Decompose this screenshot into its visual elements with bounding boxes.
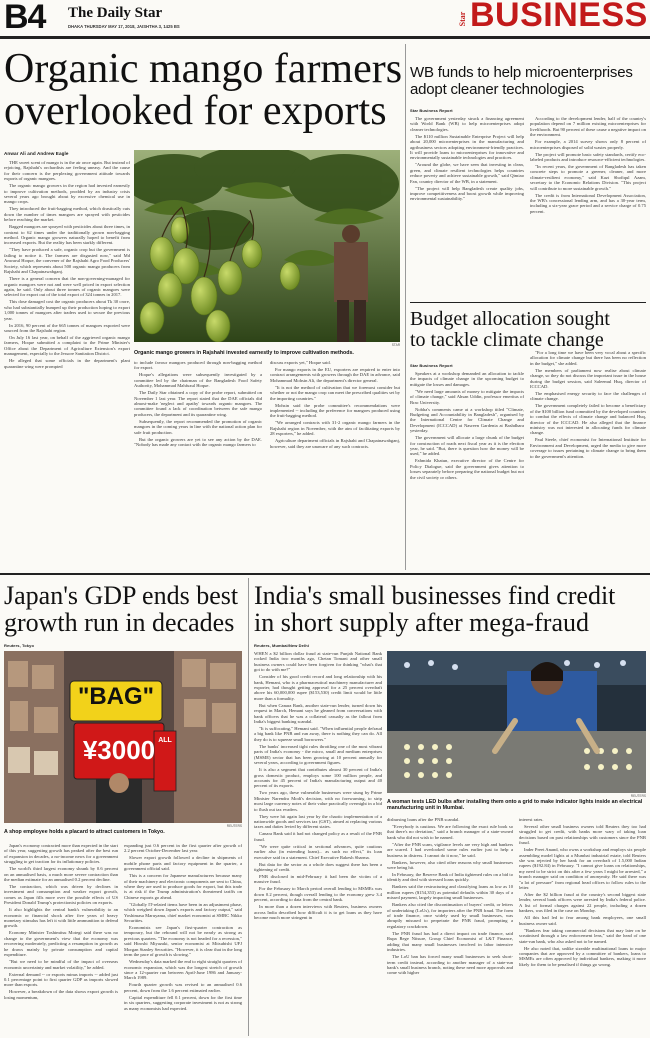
- budget-para: Paul Steele, chief economist for International Institute for Environment and Development, urged the media to give more coverage to issues pertaining to climate change to bring them to the government's attention.: [530, 437, 646, 459]
- india-column-3: [519, 817, 646, 1035]
- mango-headline: [4, 48, 404, 132]
- wb-budget-rule: [410, 302, 646, 303]
- mango-para: There is a general concern that the non-governing-managed for organic mangoes were not and were well priced in export selection again, he said. Only about three tonnes of organic mangoes were selected for export out of the total export of 324 tonnes in 2017.: [4, 276, 130, 298]
- india-para: But when Canara Bank, another state-run lender, turned down his request in March, Hemani says he gleaned from conversations with bank officers that he was a collateral casualty as the fallout from India's biggest banking scandal.: [254, 702, 382, 725]
- placard-price: ¥3000: [82, 735, 156, 765]
- led-factory-illustration: [387, 651, 646, 793]
- india-para: In more than a dozen interviews with Reuters, business owners across India described how difficult it is to get loans as they have become much more stringent in: [254, 904, 382, 920]
- japan-photo: [4, 651, 242, 823]
- india-para: "It is suffocating," Hemani said. "When influential people defraud a big bank like PNB and run away, there is nothing they can do. All they do is to squeeze small borrowers.": [254, 726, 382, 742]
- mango-para: Bagged mangoes are sprayed with pesticides about three times, in contrast to 62 times under the traditionally grown non-bagging method. Organic mango growers naturally hoped to benefit from increased exports. But the reality has been starkly different.: [4, 224, 130, 246]
- mango-headline-line-2: overlooked for exports: [4, 88, 387, 134]
- wb-column-1: [410, 116, 524, 296]
- india-para: It is also a segment that contributes almost 30 percent of India's gross domestic product, employs some 100 million people, and accounts for 45 percent of India's manufacturing output and 40 percent of its exports.: [254, 767, 382, 789]
- india-headline-line-2: in short supply after mega-fraud: [254, 608, 590, 637]
- wb-byline: Star Business Report: [410, 108, 453, 113]
- india-column-1: [254, 651, 382, 1035]
- india-para: Two years ago, these vulnerable businesses were stung by Prime Minister Narendra Modi's decision, with no forewarning, to strip most large currency notes of their value practically overnight in a bid to flush out tax evaders.: [254, 790, 382, 812]
- india-para: "We were quite critical in sectional advances, quite cautious earlier also (in extending loans)... as such no effect," its loan executive said in a statement. Chief Executive Rakesh Sharma.: [254, 843, 382, 860]
- page-number: B4: [4, 0, 46, 36]
- mango-para: On July 16 last year, on behalf of the aggrieved organic mango farmers, Hoque submitted a complaint to the Prime Minister's Office about the Department of Agriculture Extension's export management, especially to the Jessore Sanitation District.: [4, 334, 130, 357]
- india-byline: Reuters, Mumbai/New Delhi: [254, 643, 309, 648]
- japan-para: Economists see Japan's first-quarter contraction as temporary, but the rebound will not be nearly as strong as previous quarters. "The economy is not headed for a recession," said Hiroshi Miyazaki, senior economist at Mitsubishi UFJ Morgan Stanley Securities. "However, it is clear that in the long term the pace of growth is slowing.": [124, 925, 242, 958]
- wb-headline-line-2: adopt cleaner technologies: [410, 81, 585, 98]
- budget-para: The members of parliament now realise about climate change, so they do not discuss the important issue in the house during the budget session, said Saleemul Huq, director of ICCCAD.: [530, 367, 646, 390]
- wb-para: "The project will help Bangladesh create quality jobs, improve competitiveness and boost growth while improving environmental sustainability.": [410, 185, 524, 202]
- mango-headline-line-1: Organic mango farmers: [4, 46, 403, 92]
- india-para: They were hit again last year by the chaotic implementation of a nationwide goods and services tax (GST), aimed at replacing various taxes and duties levied by different states.: [254, 813, 382, 830]
- mango-para: He alleged that some officials in the department's plant quarantine wing were prompted: [4, 358, 130, 369]
- mango-column-1: [4, 160, 130, 570]
- japan-headline: [4, 582, 254, 636]
- budget-byline: Star Business Report: [410, 363, 453, 368]
- column-divider: [405, 44, 406, 570]
- india-para: Bankers, however, also cited other reasons why small businesses were being hit.: [387, 859, 513, 871]
- japan-column-1: [4, 843, 118, 1035]
- wb-para: "Around the globe, we have seen that investing in clean, green, and climate resilient technologies helps countries reduce poverty and achieve sustainable growth," said Qimiao Fan, country director of the WB, in a statement.: [410, 162, 524, 184]
- india-photo-credit: REUTERS: [630, 794, 646, 798]
- mango-photo-caption: Organic mango growers in Rajshahi invested earnestly to improve cultivation methods.: [134, 350, 354, 356]
- india-para: After the $2 billion fraud at the country's second biggest state lender, several bank officers were arrested by India's federal police. A list of formal charges against 22 people, including a dozen bankers, was filed in the case on Monday.: [519, 892, 646, 914]
- masthead: [0, 0, 650, 36]
- mango-tree-illustration: [134, 150, 400, 342]
- india-para: interest rates.: [519, 817, 544, 822]
- mango-photo-credit: STAR: [391, 343, 400, 347]
- mango-column-2: [134, 360, 262, 560]
- japan-photo-credit: REUTERS: [226, 824, 242, 828]
- budget-headline-line-2: to tackle climate change: [410, 329, 604, 351]
- japan-headline-line-2: growth run in decades: [4, 608, 235, 637]
- budget-headline: [410, 309, 646, 351]
- mango-para: to include favour mangoes produced through non-bagging method for export.: [134, 360, 262, 371]
- india-para: Canara Bank said it had not changed policy as a result of the PNB fraud.: [254, 831, 382, 842]
- mango-para: For mango exports in the EU, exporters are required to enter into contract arrangements with growers through the DAE in advance, said Mohammad Mohsin Ali, the department's director general.: [270, 367, 400, 383]
- budget-para: "We need large amounts of money to mitigate the impacts of climate change," said Ahsan Uddin, professor emeritus of Brac University.: [410, 388, 524, 405]
- japan-para: External demand -- or exports minus imports -- added just 0.1 percentage point to first quarter GDP as imports slowed more than exports.: [4, 971, 118, 988]
- mango-para: THE sweet scent of mango is in the air once again. But instead of rejoicing, Rajshahi's orchardists are feeling uneasy. And the cause for their concern is the perplexing government attitude towards exports of organic mangoes.: [4, 160, 130, 182]
- section-title: BUSINESS: [470, 0, 648, 34]
- japan-para: The world's third largest economy shrank by 0.6 percent on an annualised basis, a much more severe contraction than the median estimate for an annualised 0.2 percent decline.: [4, 866, 118, 883]
- column-divider: [248, 578, 249, 1036]
- india-para: All this had led to fear among bank employees, one small business owner said.: [519, 915, 646, 926]
- india-para: WHEN a $2 billion dollar fraud at state-run Punjab National Bank rocked India two months ago, Chetan Tomani and other small business owners could have been forgiven for thinking "what's that got to do with me?": [254, 651, 382, 673]
- india-para: For the February to March period overall lending to MSMEs was down 0.2 percent, though overall lending to the economy grew 3.4 percent, according to data from the central bank.: [254, 886, 382, 903]
- wb-para: "In recent years, the government of Bangladesh has taken concrete steps to promote a greener, cleaner, and more climate-resilient economy," said Kazi Shofiqul Azam, secretary to the Economic Relations Division. "This project will contribute to more sustainable growth.": [530, 164, 646, 191]
- japan-para: Fourth quarter growth was revised to an annualised 0.6 percent, down from the 1.6 percent estimated earlier.: [124, 982, 242, 993]
- budget-column-2: [530, 350, 646, 567]
- japan-photo-caption: A shop employee holds a placard to attract customers in Tokyo.: [4, 829, 165, 835]
- japan-para: Economy Minister Toshimitsu Motegi said there was no change to the government's view that the economy was recovering moderately, predicting a resumption in growth as he draws mainly by private consumption and capital expenditure.: [4, 930, 118, 958]
- india-para: "After the PNB scam, vigilance levels are very high and bankers are scared. I had overlooked some rules earlier just to help a business in distress. I cannot do it now," he said.: [387, 841, 513, 858]
- mango-para: Subsequently, the report recommended the promotion of organic mangoes in the coming years in line with the national action plan for safe fruit production.: [134, 418, 262, 435]
- india-para: Bankers said the restructuring and classifying loans as low as 10 million rupees ($154,353) as potential defaults within 30 days of a missed payment, largely impacting small businesses.: [387, 884, 513, 901]
- placard-word: "BAG": [77, 683, 155, 710]
- budget-para: Speakers at a workshop demanded an allocation to tackle the impacts of climate change in the upcoming budget to mitigate the losses and damages.: [410, 371, 524, 387]
- india-para: He also noted that, unlike sizeable multinational loans to major companies that are approved by a committee of bankers, loans to MSMEs are often approved by individual bankers, making it more likely for them to be penalised if things go wrong.: [519, 945, 646, 967]
- japan-byline: Reuters, Tokyo: [4, 643, 34, 648]
- section-rule: [0, 573, 650, 575]
- wb-para: The project will promote basic safety standards, certify eco-labeled products and introduce resource-efficient technologies.: [530, 151, 646, 163]
- japan-para: "Globally IT-related items have been in an adjustment phase, which weighed down Japan's exports and factory output," said Yoshimasa Maruyama, chief market economist at SMBC Nikko Securities.: [124, 901, 242, 924]
- dateline: DHAKA THURSDAY MAY 17, 2018, JAISHTHA 3, 1425 BS: [68, 24, 180, 29]
- wb-para: For example, a 2014 survey shows only 8 percent of microenterprises disposed of solid wastes properly.: [530, 139, 646, 150]
- india-para: In February, the Reserve Bank of India tightened rules on a bid to identify and deal with stressed loans quickly.: [387, 872, 513, 883]
- india-photo: [387, 651, 646, 793]
- budget-para: The government completely failed to become a beneficiary of the $100 billion fund committed by the developed countries to combat the effects of climate change and balanced Huq, director of the ICCCAD. He also alleged that the finance ministry was not interested in allocating funds for climate change.: [530, 403, 646, 436]
- mango-para: In 2016, 90 percent of the 665 tonnes of mangoes exported were sourced from the Rajshahi region.: [4, 322, 130, 333]
- budget-para: Nobha's comments came at a workshop titled "Climate, Budgeting and Accountability in Bangladesh", organised by the International Centre for Climate Change and Development (ICCCAD) at Nasreen Gardenia at Bashdhara yesterday.: [410, 406, 524, 434]
- india-para: The LoU ban has forced many small businesses to seek short-term credit instead, according to another manager of a state-run bank's small business branch, noting these need more approvals and come with higher: [387, 954, 513, 976]
- india-para: "Everybody is cautious. We are following the exact rule book so that there's no deviation," said a branch manager of a state-owned bank who did not wish to be named.: [387, 824, 513, 840]
- india-para: Several other small business owners told Reuters they too had struggled to get credit, with banks more wary of taking loan decisions based on past relationships with customers since the PNB fraud.: [519, 824, 646, 846]
- paper-name: The Daily Star: [68, 5, 163, 21]
- india-para: Bankers also cited the discontinuation of buyers' credit, or letters of undertaking (LoUs), for importers after the PNB fraud. The form of trade finance, once widely used by small businesses, was abruptly misused to perpetrate the PNB fraud, prompting a regulatory crackdown.: [387, 902, 513, 929]
- mango-para: But the organic growers are yet to see any action by the DAE. "Nobody has made any contact with the organic mango farmers to: [134, 436, 262, 448]
- japan-para: The contraction, which was driven by declines in investment and consumption and weaker export growth, comes as Japan fills more over the possible effects of US President Donald Trump's protectionist policies on exports.: [4, 884, 118, 906]
- mango-para: The organic mango growers in the region had invested earnestly to improve cultivation methods, prodded by an industry crisis several years ago brought about by excessive chemical use in mango crops.: [4, 183, 130, 205]
- japan-para: Capital expenditure fell 0.1 percent, down for the first time in six quarters, suggesting corporate investment is not as strong as many economists had expected.: [124, 994, 242, 1011]
- japan-para: Japan's economy contracted more than expected in the start of this year, suggesting growth has peaked after the best run of expansion in decades, a no-income news for a government struggling to get traction for its inflationary policies.: [4, 843, 118, 865]
- mango-para: "It is not the method of cultivation that we foremost consider but whether or not the mango crop can meet the prescribed qualities set by the importing countries.": [270, 384, 400, 401]
- india-photo-caption: A woman tests LED bulbs after installing them onto a grid to make indicator lights inside an electrical manufacturing unit in Mumbai.: [387, 799, 643, 812]
- placard-side-text: ALL: [158, 737, 172, 744]
- india-para: The banks' increased tight rules throttling one of the most vibrant parts of India's economy - the micro, small and medium enterprises (MSME) sector that has been growing at 10 percent annually for several years, according to government figures.: [254, 743, 382, 766]
- wb-para: The $110 million Sustainable Enterprise Project will help about 20,000 microenterprises in the manufacturing and agribusiness sectors adopting environment-friendly practices. It will provide loans to microenterprises for innovative and environmentally sustainable technologies and practices.: [410, 133, 524, 161]
- japan-para: It also highlights the central bank's vulnerability to an economic or financial shock after five years of heavy monetary stimulus has left it with little ammunition to defend growth.: [4, 907, 118, 929]
- budget-para: The government will allocate a large chunk of the budget for construction of roads next fiscal year as it is the election year, he said. "But, there is question how the money will be used," he added.: [410, 435, 524, 457]
- star-logo: Star: [458, 11, 467, 27]
- india-para: But data for the sector as a whole does suggest there has been a tightening of credit.: [254, 861, 382, 872]
- mango-para: This dose damaged cost the organic producers about Tk 30 crore, who had substantially bumped up their production hoping to export 1,000 tonnes of mangoes after traders used to secure the previous year.: [4, 299, 130, 321]
- india-para: "Bankers fear taking commercial decisions that may later on be scrutinised through a law enforcement lens," said the head of one state-run bank, who also asked not to be named.: [519, 927, 646, 944]
- japan-para: This is a concern for Japanese manufacturers because many of their machinery and electronic components are sent to China, where they are used to produce goods for export, but this trade is at risk if the Trump administration's threatened tariffs on Chinese exports go ahead.: [124, 873, 242, 900]
- japan-para: However, a breakdown of the data shows export growth is losing momentum,: [4, 989, 118, 1000]
- masthead-rule: [0, 36, 650, 39]
- budget-para: Fahmida Khatun, executive director of the Centre for Policy Dialogue, said the government gives attention to losses separately before preparing the national budget but not the civil society or others.: [410, 458, 524, 480]
- mango-para: They introduced the fruit-bagging method, which drastically cuts down the number of times mangoes are sprayed with pesticides before reaching the market.: [4, 206, 130, 223]
- japan-headline-line-1: Japan's GDP ends best: [4, 581, 239, 610]
- japan-column-2: [124, 843, 242, 1035]
- budget-headline-line-1: Budget allocation sought: [410, 308, 610, 330]
- india-headline: [254, 582, 646, 636]
- budget-para: The emphasised energy security to face the challenges of climate change.: [530, 391, 646, 402]
- india-para: The PNB fraud has had a direct impact on trade finance, said Rupa Rege Nitsure, Group Chief Economist of L&T Finance, adding that many small businesses involved in labor intensive industries.: [387, 930, 513, 953]
- mango-photo: [134, 150, 400, 342]
- mango-para: Hoque's allegations were subsequently investigated by a committee led by the chairman of the Bangladesh Food Safety Authority, Mohammad Mahfuzul Hoque.: [134, 372, 262, 389]
- mango-para: Mohsin said the probe committee's recommendations were implemented -- including the preference for mangoes produced using the fruit-bagging method.: [270, 402, 400, 419]
- mango-para: discuss exports yet," Hoque said.: [270, 360, 331, 365]
- japan-para: "But we need to be mindful of the impact of overseas economic uncertainty and market volatility," he added.: [4, 959, 118, 970]
- wb-column-2: [530, 116, 646, 296]
- mango-column-3: [270, 360, 400, 560]
- india-para: Inder Preet Anand, who owns a workshop and employs six people assembling model lights at a Mumbai industrial estate, told Reuters she was rejected by her bank for an overdraft of 1.5,000 Indian rupees ($192.84) in February. "I cannot give loans on relationships, my need to be strict on this after a few years I might be arrested," a branch manager said on condition of anonymity. He said there was "a lot of pressure" from regional head offices to follow rules to the letter.: [519, 847, 646, 891]
- india-headline-line-1: India's small businesses find credit: [254, 581, 616, 610]
- wb-para: According to the development lender, half of the country's population depend on 7 million existing microenterprises for livelihoods. But 90 percent of these cause a negative impact on the environment.: [530, 116, 646, 138]
- wb-para: The credit is from International Development Association, the WB's concessional lending arm, and has a 30-year term, including a six-year grace period and a service charge of 0.75 percent.: [530, 192, 646, 214]
- wb-para: The government yesterday struck a financing agreement with World Bank (WB) to help microenterprises adopt cleaner technologies.: [410, 116, 524, 132]
- japan-para: Wednesday's data marked the end to eight straight quarters of economic expansion, which was the longest stretch of growth since a 12-quarter run between April-June 1986 and January-March 1989.: [124, 959, 242, 981]
- india-para: PNB disclosed in mid-February it had been the victim of a massive fraud.: [254, 873, 382, 885]
- mango-para: "We arranged contracts with 31-2 organic mango farmers in the Rajshahi region in November, with the aim of facilitating exports by 28 exporters," he added.: [270, 420, 400, 437]
- japan-para: Slower export growth followed a decline in shipments of mobile phone parts and factory equipment in the quarter, a government official said.: [124, 855, 242, 872]
- india-para: Consider of his good credit record and long relationship with his bank, Hemani, who is a pharmaceutical machinery manufacturer and exporter, had thought getting approval for a 25 percent overdraft above his 60,000,000 rupee ($153,530) credit limit would be little more than a formality.: [254, 674, 382, 701]
- wb-headline-line-1: WB funds to help microenterprises: [410, 64, 633, 81]
- mango-para: "They have produced a safe, organic crop but the government is failing to notice it. The farmers are disgusted now," said Md Anwarul Hoque, the convener of the Rajshahi Agro Food Producers' Society, which represents about 500 organic mango producers from Rajshahi and Chapainawabganj.: [4, 247, 130, 275]
- wb-headline: [410, 64, 646, 98]
- mango-para: Agriculture department officials in Rajshahi and Chapainawabganj, however, said they are unaware of any such contracts.: [270, 438, 400, 449]
- budget-para: "For a long time we have been very vocal about a specific allocation for climate change but there has been no reflection in the budget," she added.: [530, 350, 646, 366]
- japan-para: expanding just 0.6 percent in the first quarter after growth of 2.2 percent October-December last year.: [124, 843, 242, 854]
- mango-byline: Anwar Ali and Andrew Eagle: [4, 151, 69, 156]
- budget-column-1: [410, 371, 524, 567]
- mango-para: The Daily Star obtained a copy of the probe report, submitted on November 1 last year. The report stated that the DAE officials did almost-make 'neglect and apathy' towards organic mangoes. The committee found a lack of coordination between the safe mango producers, the department and its quarantine wing.: [134, 390, 262, 417]
- india-para: disbursing loans after the PNB scandal.: [387, 817, 460, 822]
- india-column-2: [387, 817, 513, 1035]
